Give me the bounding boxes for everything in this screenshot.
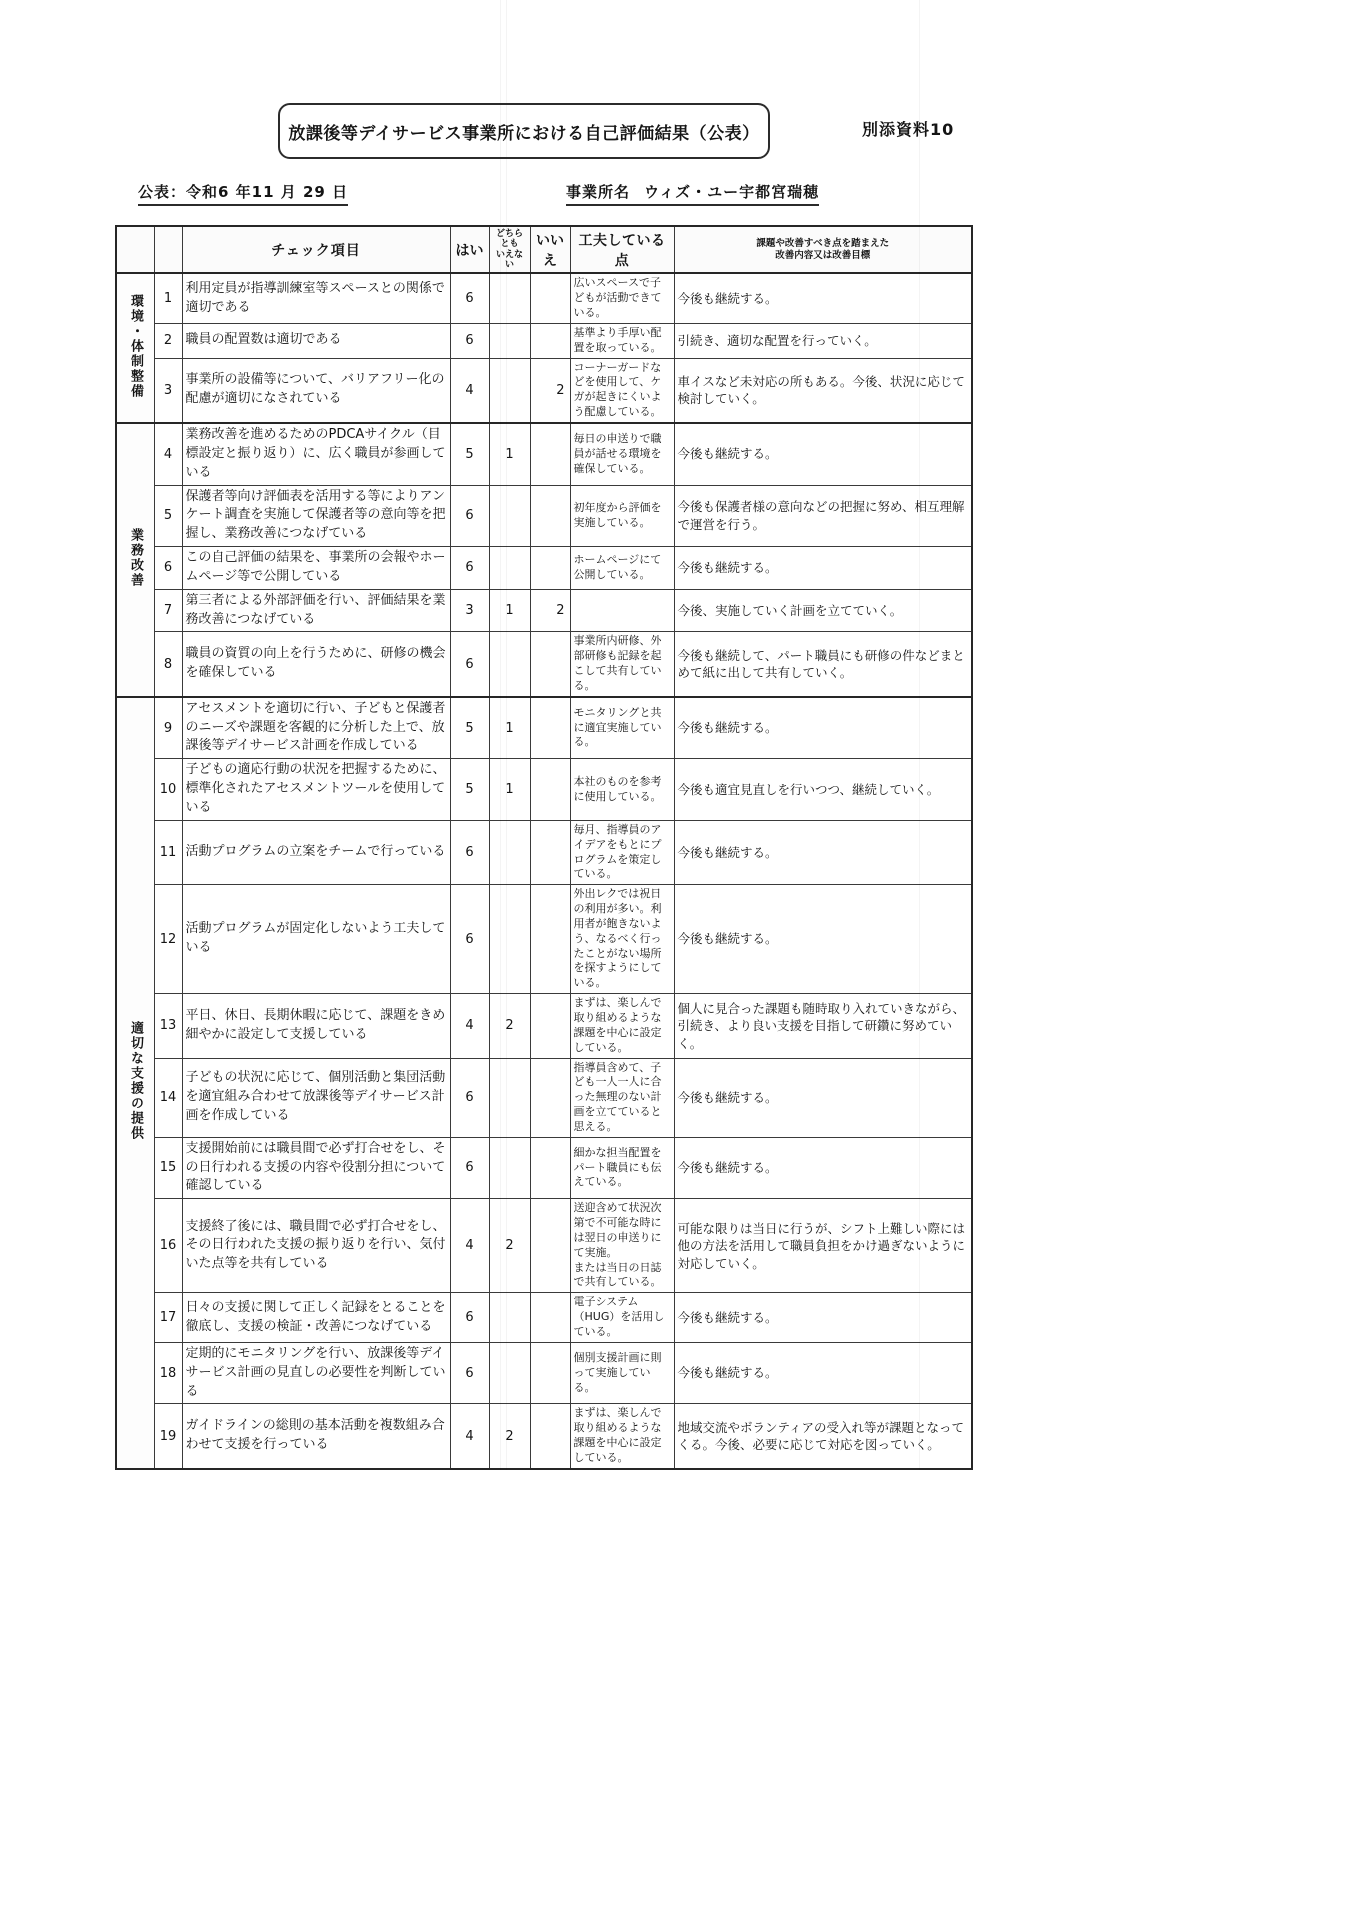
document-reference: 別添資料10 xyxy=(862,120,955,139)
header-neither xyxy=(489,226,530,273)
row-number: 16 xyxy=(154,1199,182,1293)
answer-neither: 1 xyxy=(489,423,530,485)
check-item-text: ガイドラインの総則の基本活動を複数組み合わせて支援を行っている xyxy=(182,1404,450,1469)
improvement-text: 今後も継続する。 xyxy=(674,273,972,323)
improvement-text: 今後も継続する。 xyxy=(674,1058,972,1137)
answer-yes: 6 xyxy=(450,273,489,323)
answer-no xyxy=(530,1199,570,1293)
table-row xyxy=(116,1058,972,1137)
table-row xyxy=(116,1342,972,1404)
answer-yes: 4 xyxy=(450,1404,489,1469)
header-improvement-line2: 改善内容又は改善目標 xyxy=(775,249,871,261)
check-item-text: 支援終了後には、職員間で必ず打合せをし、その日行われた支援の振り返りを行い、気付いた点等を共有している xyxy=(182,1199,450,1293)
check-item-text: 日々の支援に関して正しく記録をとることを徹底し、支援の検証・改善につなげている xyxy=(182,1293,450,1343)
answer-neither xyxy=(489,1342,530,1404)
answer-yes: 4 xyxy=(450,1199,489,1293)
category-cell xyxy=(116,423,154,697)
table-body xyxy=(116,273,972,1468)
header-category xyxy=(116,226,154,273)
answer-neither: 2 xyxy=(489,1199,530,1293)
improvement-text: 車イスなど未対応の所もある。今後、状況に応じて検討していく。 xyxy=(674,358,972,423)
check-item-text: 事業所の設備等について、バリアフリー化の配慮が適切になされている xyxy=(182,358,450,423)
good-points-text: まずは、楽しんで取り組めるような課題を中心に設定している。 xyxy=(570,1404,674,1469)
check-item-text: 平日、休日、長期休暇に応じて、課題をきめ細やかに設定して支援している xyxy=(182,994,450,1058)
answer-no: 2 xyxy=(530,589,570,632)
answer-no xyxy=(530,885,570,994)
answer-neither xyxy=(489,885,530,994)
improvement-text: 今後も継続する。 xyxy=(674,697,972,759)
row-number: 2 xyxy=(154,323,182,358)
table-row xyxy=(116,1293,972,1343)
evaluation-table xyxy=(115,225,973,1470)
good-points-text: まずは、楽しんで取り組めるような課題を中心に設定している。 xyxy=(570,994,674,1058)
row-number: 18 xyxy=(154,1342,182,1404)
check-item-text: 業務改善を進めるためのPDCAサイクル（目標設定と振り返り）に、広く職員が参画している xyxy=(182,423,450,485)
row-number: 3 xyxy=(154,358,182,423)
table-row xyxy=(116,358,972,423)
check-item-text: 定期的にモニタリングを行い、放課後等デイサービス計画の見直しの必要性を判断している xyxy=(182,1342,450,1404)
answer-yes: 6 xyxy=(450,1293,489,1343)
header-improvement-line1: 課題や改善すべき点を踏まえた xyxy=(756,237,890,249)
answer-neither: 2 xyxy=(489,994,530,1058)
answer-no xyxy=(530,994,570,1058)
good-points-text: 外出レクでは祝日の利用が多い。利用者が飽きないよう、なるべく行ったことがない場所を探すようにしている。 xyxy=(570,885,674,994)
row-number: 13 xyxy=(154,994,182,1058)
header-neither-line1: どちらとも xyxy=(495,229,523,250)
answer-neither xyxy=(489,1137,530,1199)
row-number: 11 xyxy=(154,820,182,884)
category-label: 適切な支援の提供 xyxy=(128,1020,144,1141)
table-row xyxy=(116,547,972,590)
row-number: 10 xyxy=(154,759,182,821)
answer-no xyxy=(530,273,570,323)
answer-neither xyxy=(489,820,530,884)
answer-no xyxy=(530,1293,570,1343)
header-number xyxy=(154,226,182,273)
good-points-text: コーナーガードなどを使用して、ケガが起きにくいよう配慮している。 xyxy=(570,358,674,423)
table-row xyxy=(116,885,972,994)
title-box xyxy=(278,103,770,159)
answer-no xyxy=(530,697,570,759)
answer-yes: 3 xyxy=(450,589,489,632)
check-item-text: 支援開始前には職員間で必ず打合せをし、その日行われる支援の内容や役割分担について確認している xyxy=(182,1137,450,1199)
row-number: 1 xyxy=(154,273,182,323)
check-item-text: 活動プログラムの立案をチームで行っている xyxy=(182,820,450,884)
answer-yes: 5 xyxy=(450,759,489,821)
table-row xyxy=(116,323,972,358)
check-item-text: 利用定員が指導訓練室等スペースとの関係で適切である xyxy=(182,273,450,323)
answer-no xyxy=(530,632,570,697)
answer-neither xyxy=(489,547,530,590)
answer-neither xyxy=(489,1058,530,1137)
good-points-text: 毎日の申送りで職員が話せる環境を確保している。 xyxy=(570,423,674,485)
row-number: 17 xyxy=(154,1293,182,1343)
category-cell xyxy=(116,273,154,423)
answer-no xyxy=(530,759,570,821)
answer-no xyxy=(530,547,570,590)
check-item-text: 職員の資質の向上を行うために、研修の機会を確保している xyxy=(182,632,450,697)
good-points-text: モニタリングと共に適宜実施している。 xyxy=(570,697,674,759)
answer-no xyxy=(530,423,570,485)
good-points-text: 広いスペースで子どもが活動できている。 xyxy=(570,273,674,323)
check-item-text: 子どもの状況に応じて、個別活動と集団活動を適宜組み合わせて放課後等デイサービス計画を作成している xyxy=(182,1058,450,1137)
answer-neither: 1 xyxy=(489,759,530,821)
check-item-text: この自己評価の結果を、事業所の会報やホームページ等で公開している xyxy=(182,547,450,590)
table-row xyxy=(116,485,972,547)
improvement-text: 地域交流やボランティアの受入れ等が課題となってくる。今後、必要に応じて対応を図っていく。 xyxy=(674,1404,972,1469)
good-points-text: 電子システム（HUG）を活用している。 xyxy=(570,1293,674,1343)
row-number: 15 xyxy=(154,1137,182,1199)
good-points-text: 個別支援計画に則って実施している。 xyxy=(570,1342,674,1404)
category-label: 環境・体制整備 xyxy=(128,293,144,399)
row-number: 14 xyxy=(154,1058,182,1137)
header-yes: はい xyxy=(450,226,489,273)
answer-yes: 4 xyxy=(450,994,489,1058)
facility-label: 事業所名 xyxy=(566,183,631,201)
good-points-text: 初年度から評価を実施している。 xyxy=(570,485,674,547)
check-item-text: 職員の配置数は適切である xyxy=(182,323,450,358)
good-points-text: 送迎含めて状況次第で不可能な時には翌日の申送りにて実施。 または当日の日誌で共有している。 xyxy=(570,1199,674,1293)
improvement-text: 今後、実施していく計画を立てていく。 xyxy=(674,589,972,632)
meta-row xyxy=(0,175,1358,215)
table-row xyxy=(116,1199,972,1293)
row-number: 5 xyxy=(154,485,182,547)
publication-date: 公表：令和6 年11 月 29 日 xyxy=(138,181,348,206)
improvement-text: 今後も継続する。 xyxy=(674,1342,972,1404)
answer-neither xyxy=(489,485,530,547)
facility-field xyxy=(566,181,819,206)
header-check-item: チェック項目 xyxy=(182,226,450,273)
improvement-text: 今後も継続する。 xyxy=(674,1293,972,1343)
answer-neither: 1 xyxy=(489,589,530,632)
table-header xyxy=(116,226,972,273)
improvement-text: 今後も保護者様の意向などの把握に努め、相互理解で運営を行う。 xyxy=(674,485,972,547)
table-row xyxy=(116,697,972,759)
table-row xyxy=(116,589,972,632)
improvement-text: 今後も継続する。 xyxy=(674,547,972,590)
improvement-text: 引続き、適切な配置を行っていく。 xyxy=(674,323,972,358)
improvement-text: 今後も継続する。 xyxy=(674,820,972,884)
good-points-text: 本社のものを参考に使用している。 xyxy=(570,759,674,821)
header-good-points: 工夫している点 xyxy=(570,226,674,273)
facility-name: ウィズ・ユー宇都宮瑞穂 xyxy=(644,183,820,201)
row-number: 19 xyxy=(154,1404,182,1469)
evaluation-table-wrap xyxy=(115,225,971,1470)
answer-no xyxy=(530,1342,570,1404)
answer-neither xyxy=(489,323,530,358)
category-cell xyxy=(116,697,154,1469)
document-header xyxy=(0,0,1358,175)
improvement-text: 可能な限りは当日に行うが、シフト上難しい際には他の方法を活用して職員負担をかけ過ぎないように対応していく。 xyxy=(674,1199,972,1293)
check-item-text: 子どもの適応行動の状況を把握するために、標準化されたアセスメントツールを使用している xyxy=(182,759,450,821)
table-row xyxy=(116,632,972,697)
table-row xyxy=(116,423,972,485)
table-row xyxy=(116,273,972,323)
good-points-text xyxy=(570,589,674,632)
improvement-text: 今後も継続して、パート職員にも研修の件などまとめて紙に出して共有していく。 xyxy=(674,632,972,697)
header-improvement xyxy=(674,226,972,273)
row-number: 7 xyxy=(154,589,182,632)
table-row xyxy=(116,820,972,884)
good-points-text: 基準より手厚い配置を取っている。 xyxy=(570,323,674,358)
check-item-text: アセスメントを適切に行い、子どもと保護者のニーズや課題を客観的に分析した上で、放課後等デイサービス計画を作成している xyxy=(182,697,450,759)
answer-yes: 4 xyxy=(450,358,489,423)
answer-yes: 6 xyxy=(450,632,489,697)
answer-neither xyxy=(489,358,530,423)
row-number: 6 xyxy=(154,547,182,590)
answer-no xyxy=(530,1058,570,1137)
row-number: 8 xyxy=(154,632,182,697)
answer-no xyxy=(530,1137,570,1199)
answer-yes: 6 xyxy=(450,1137,489,1199)
table-row xyxy=(116,759,972,821)
answer-neither xyxy=(489,1293,530,1343)
improvement-text: 今後も継続する。 xyxy=(674,1137,972,1199)
answer-yes: 6 xyxy=(450,1058,489,1137)
category-label: 業務改善 xyxy=(128,527,144,588)
answer-yes: 6 xyxy=(450,547,489,590)
answer-neither xyxy=(489,632,530,697)
row-number: 4 xyxy=(154,423,182,485)
header-no: いいえ xyxy=(530,226,570,273)
row-number: 12 xyxy=(154,885,182,994)
answer-yes: 5 xyxy=(450,697,489,759)
answer-no: 2 xyxy=(530,358,570,423)
check-item-text: 第三者による外部評価を行い、評価結果を業務改善につなげている xyxy=(182,589,450,632)
answer-yes: 5 xyxy=(450,423,489,485)
answer-yes: 6 xyxy=(450,323,489,358)
good-points-text: 細かな担当配置をパート職員にも伝えている。 xyxy=(570,1137,674,1199)
table-row xyxy=(116,1137,972,1199)
improvement-text: 今後も継続する。 xyxy=(674,423,972,485)
answer-yes: 6 xyxy=(450,885,489,994)
table-header-row xyxy=(116,226,972,273)
header-neither-line2: いえない xyxy=(495,249,523,271)
answer-no xyxy=(530,820,570,884)
answer-no xyxy=(530,323,570,358)
answer-yes: 6 xyxy=(450,820,489,884)
improvement-text: 今後も継続する。 xyxy=(674,885,972,994)
answer-no xyxy=(530,485,570,547)
answer-neither xyxy=(489,273,530,323)
improvement-text: 今後も適宜見直しを行いつつ、継続していく。 xyxy=(674,759,972,821)
check-item-text: 保護者等向け評価表を活用する等によりアンケート調査を実施して保護者等の意向等を把握し、業務改善につなげている xyxy=(182,485,450,547)
improvement-text: 個人に見合った課題も随時取り入れていきながら、引続き、より良い支援を目指して研鑽に努めていく。 xyxy=(674,994,972,1058)
table-row xyxy=(116,994,972,1058)
good-points-text: 事業所内研修、外部研修も記録を起こして共有している。 xyxy=(570,632,674,697)
answer-neither: 2 xyxy=(489,1404,530,1469)
row-number: 9 xyxy=(154,697,182,759)
answer-no xyxy=(530,1404,570,1469)
answer-yes: 6 xyxy=(450,485,489,547)
good-points-text: 毎月、指導員のアイデアをもとにプログラムを策定している。 xyxy=(570,820,674,884)
check-item-text: 活動プログラムが固定化しないよう工夫している xyxy=(182,885,450,994)
page-title: 放課後等デイサービス事業所における自己評価結果（公表） xyxy=(288,123,760,144)
good-points-text: ホームページにて公開している。 xyxy=(570,547,674,590)
answer-yes: 6 xyxy=(450,1342,489,1404)
good-points-text: 指導員含めて、子ども一人一人に合った無理のない計画を立てていると思える。 xyxy=(570,1058,674,1137)
answer-neither: 1 xyxy=(489,697,530,759)
table-row xyxy=(116,1404,972,1469)
